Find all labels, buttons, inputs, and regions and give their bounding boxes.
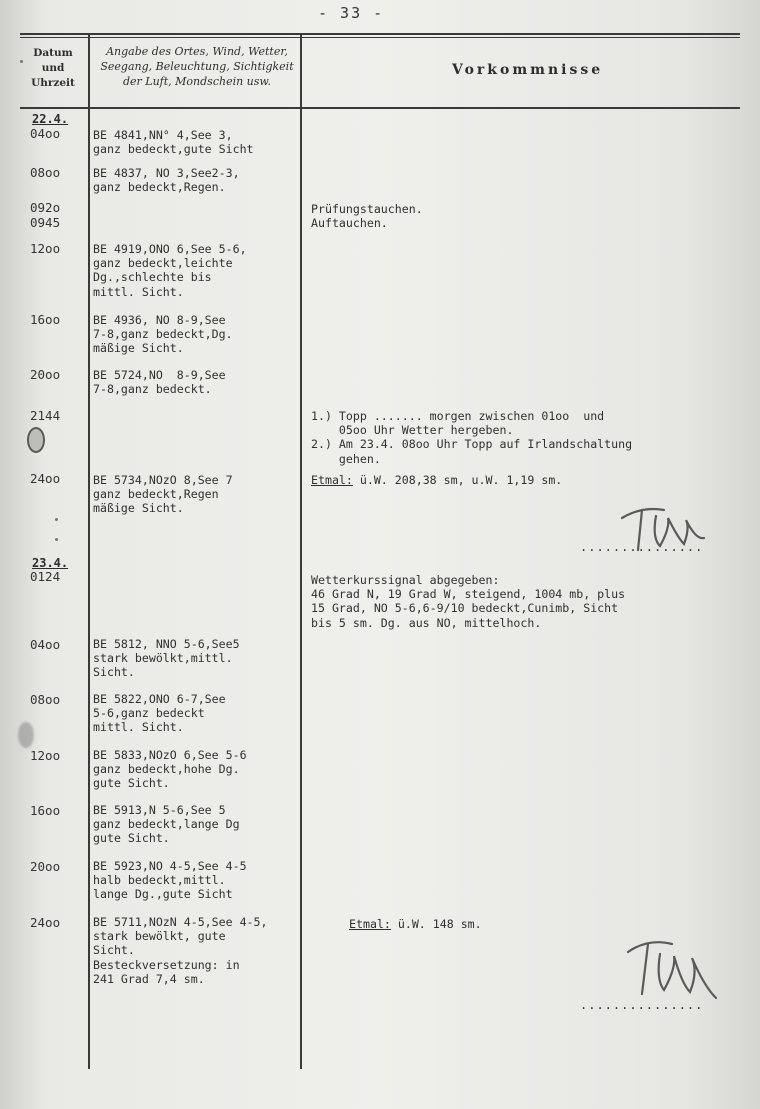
margin-dot bbox=[20, 60, 23, 63]
etmal-values: ü.W. 148 sm. bbox=[390, 917, 482, 931]
entry-location: BE 5913,N 5-6,See 5 ganz bedeckt,lange Dg gute Sicht. bbox=[93, 803, 240, 846]
entry-time: 08oo bbox=[30, 692, 61, 707]
table-top-rule bbox=[20, 33, 740, 35]
entry-location: BE 5734,NOzO 8,See 7 ganz bedeckt,Regen mäßige Sicht. bbox=[93, 473, 233, 516]
header-events: Vorkommnisse bbox=[452, 62, 604, 78]
entry-time: 12oo bbox=[30, 748, 61, 763]
ink-smudge bbox=[18, 722, 34, 748]
entry-location: BE 5724,NO 8-9,See 7-8,ganz bedeckt. bbox=[93, 368, 226, 397]
entry-location: BE 4936, NO 8-9,See 7-8,ganz bedeckt,Dg. mäßige Sicht. bbox=[93, 313, 233, 356]
entry-time: 24oo bbox=[30, 471, 61, 486]
column-divider-2 bbox=[300, 34, 302, 1069]
entry-location: BE 4841,NN° 4,See 3, ganz bedeckt,gute Sicht bbox=[93, 128, 254, 157]
signature-handwritten bbox=[620, 928, 730, 1008]
table-top-rule-inner bbox=[20, 37, 740, 38]
entry-event: Wetterkurssignal abgegeben: 46 Grad N, 19 Grad W, steigend, 1004 mb, plus 15 Grad, NO 5-6,6-9/10 bedeckt,Cunimb, Sicht bis 5 sm. Dg. aus NO, mittelhoch. bbox=[311, 573, 626, 630]
margin-dot bbox=[55, 518, 58, 521]
header-date-time: Datum und Uhrzeit bbox=[31, 47, 75, 89]
entry-date: 23.4. bbox=[32, 556, 69, 570]
signature-line: ............... bbox=[580, 540, 704, 554]
entry-event bbox=[349, 917, 482, 931]
entry-event bbox=[311, 473, 562, 487]
entry-time: 20oo bbox=[30, 367, 61, 382]
entry-event: 1.) Topp ....... morgen zwischen 01oo und 05oo Uhr Wetter hergeben. 2.) Am 23.4. 08oo Uhr Topp auf Irlandschaltung gehen. bbox=[311, 409, 633, 466]
entry-location: BE 4837, NO 3,See2-3, ganz bedeckt,Regen. bbox=[93, 166, 240, 195]
entry-time: 12oo bbox=[30, 241, 61, 256]
entry-time: 16oo bbox=[30, 803, 61, 818]
entry-time: 08oo bbox=[30, 165, 61, 180]
entry-location: BE 5711,NOzN 4-5,See 4-5, stark bewölkt, gute Sicht. Besteckversetzung: in 241 Grad 7,4 sm. bbox=[93, 915, 268, 986]
etmal-label: Etmal: bbox=[349, 917, 391, 931]
header-bottom-rule bbox=[20, 107, 740, 109]
entry-time: 24oo bbox=[30, 915, 61, 930]
entry-location: BE 5923,NO 4-5,See 4-5 halb bedeckt,mittl. lange Dg.,gute Sicht bbox=[93, 859, 247, 902]
entry-location: BE 5833,NOzO 6,See 5-6 ganz bedeckt,hohe Dg. gute Sicht. bbox=[93, 748, 247, 791]
margin-dot bbox=[55, 538, 58, 541]
entry-time: 092o 0945 bbox=[30, 200, 61, 230]
entry-location: BE 5812, NNO 5-6,See5 stark bewölkt,mittl. Sicht. bbox=[93, 637, 240, 680]
etmal-label: Etmal: bbox=[311, 473, 353, 487]
etmal-values: ü.W. 208,38 sm, u.W. 1,19 sm. bbox=[352, 473, 563, 487]
signature-line: ............... bbox=[580, 998, 704, 1012]
header-location-weather: Angabe des Ortes, Wind, Wetter, Seegang, Beleuchtung, Sichtigkeit der Luft, Mondschein usw. bbox=[100, 45, 294, 88]
entry-location: BE 5822,ONO 6-7,See 5-6,ganz bedeckt mittl. Sicht. bbox=[93, 692, 226, 735]
entry-time: 2144 bbox=[30, 408, 61, 423]
entry-location: BE 4919,ONO 6,See 5-6, ganz bedeckt,leichte Dg.,schlechte bis mittl. Sicht. bbox=[93, 242, 247, 299]
entry-time: 20oo bbox=[30, 859, 61, 874]
entry-time: 04oo bbox=[30, 637, 61, 652]
entry-date: 22.4. bbox=[32, 112, 69, 126]
column-divider-1 bbox=[88, 34, 90, 1069]
entry-time: 16oo bbox=[30, 312, 61, 327]
entry-time: 0124 bbox=[30, 569, 61, 584]
entry-event: Prüfungstauchen. Auftauchen. bbox=[311, 202, 423, 231]
entry-time: 04oo bbox=[30, 126, 61, 141]
punch-hole bbox=[27, 427, 45, 453]
page-number: - 33 - bbox=[318, 4, 385, 22]
